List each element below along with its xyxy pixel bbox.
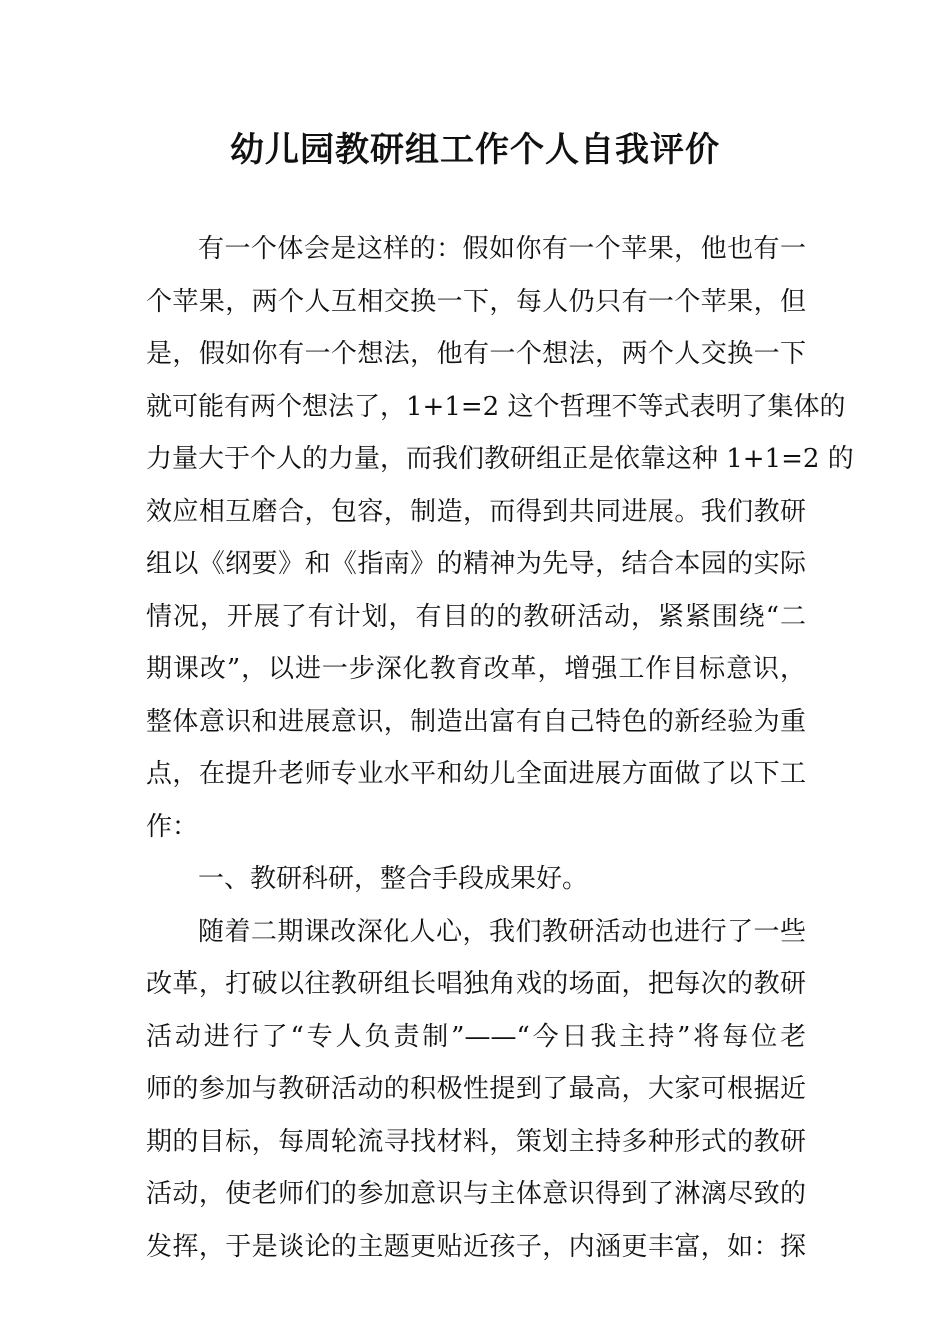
paragraph-line: 期的目标，每周轮流寻找材料，策划主持多种形式的教研 — [146, 1126, 806, 1157]
paragraph-line: 期课改”，以进一步深化教育改革，增强工作目标意识， — [146, 654, 806, 684]
paragraph-line: 有一个体会是这样的：假如你有一个苹果，他也有一 — [198, 234, 806, 264]
paragraph-line: 是，假如你有一个想法，他有一个想法，两个人交换一下 — [146, 339, 806, 369]
paragraph-line: 情况，开展了有计划，有目的的教研活动，紧紧围绕“二 — [146, 601, 806, 632]
paragraph-line: 活动进行了“专人负责制”——“今日我主持”将每位老 — [146, 1021, 806, 1052]
paragraph-line: 效应相互磨合，包容，制造，而得到共同进展。我们教研 — [146, 496, 806, 527]
paragraph-line: 就可能有两个想法了，1+1=2 这个哲理不等式表明了集体的 — [146, 391, 846, 422]
document-body — [146, 223, 854, 1273]
section-heading: 一、教研科研，整合手段成果好。 — [198, 864, 589, 894]
paragraph-line: 组以《纲要》和《指南》的精神为先导，结合本园的实际 — [146, 549, 806, 579]
document-title: 幼儿园教研组工作个人自我评价 — [230, 130, 720, 170]
paragraph-line: 点，在提升老师专业水平和幼儿全面进展方面做了以下工 — [146, 759, 806, 789]
paragraph-line: 个苹果，两个人互相交换一下，每人仍只有一个苹果，但 — [146, 286, 806, 317]
paragraph-line: 随着二期课改深化人心，我们教研活动也进行了一些 — [198, 916, 806, 947]
paragraph-line: 师的参加与教研活动的积极性提到了最高，大家可根据近 — [146, 1074, 806, 1104]
paragraph-line: 活动，使老师们的参加意识与主体意识得到了淋漓尽致的 — [146, 1179, 806, 1209]
paragraph-line: 发挥，于是谈论的主题更贴近孩子，内涵更丰富，如：探 — [146, 1231, 806, 1262]
paragraph-line: 力量大于个人的力量，而我们教研组正是依靠这种 1+1=2 的 — [146, 444, 854, 474]
paragraph-line: 作： — [146, 811, 199, 842]
paragraph-line: 改革，打破以往教研组长唱独角戏的场面，把每次的教研 — [146, 969, 806, 999]
paragraph-line: 整体意识和进展意识，制造出富有自己特色的新经验为重 — [146, 706, 806, 737]
